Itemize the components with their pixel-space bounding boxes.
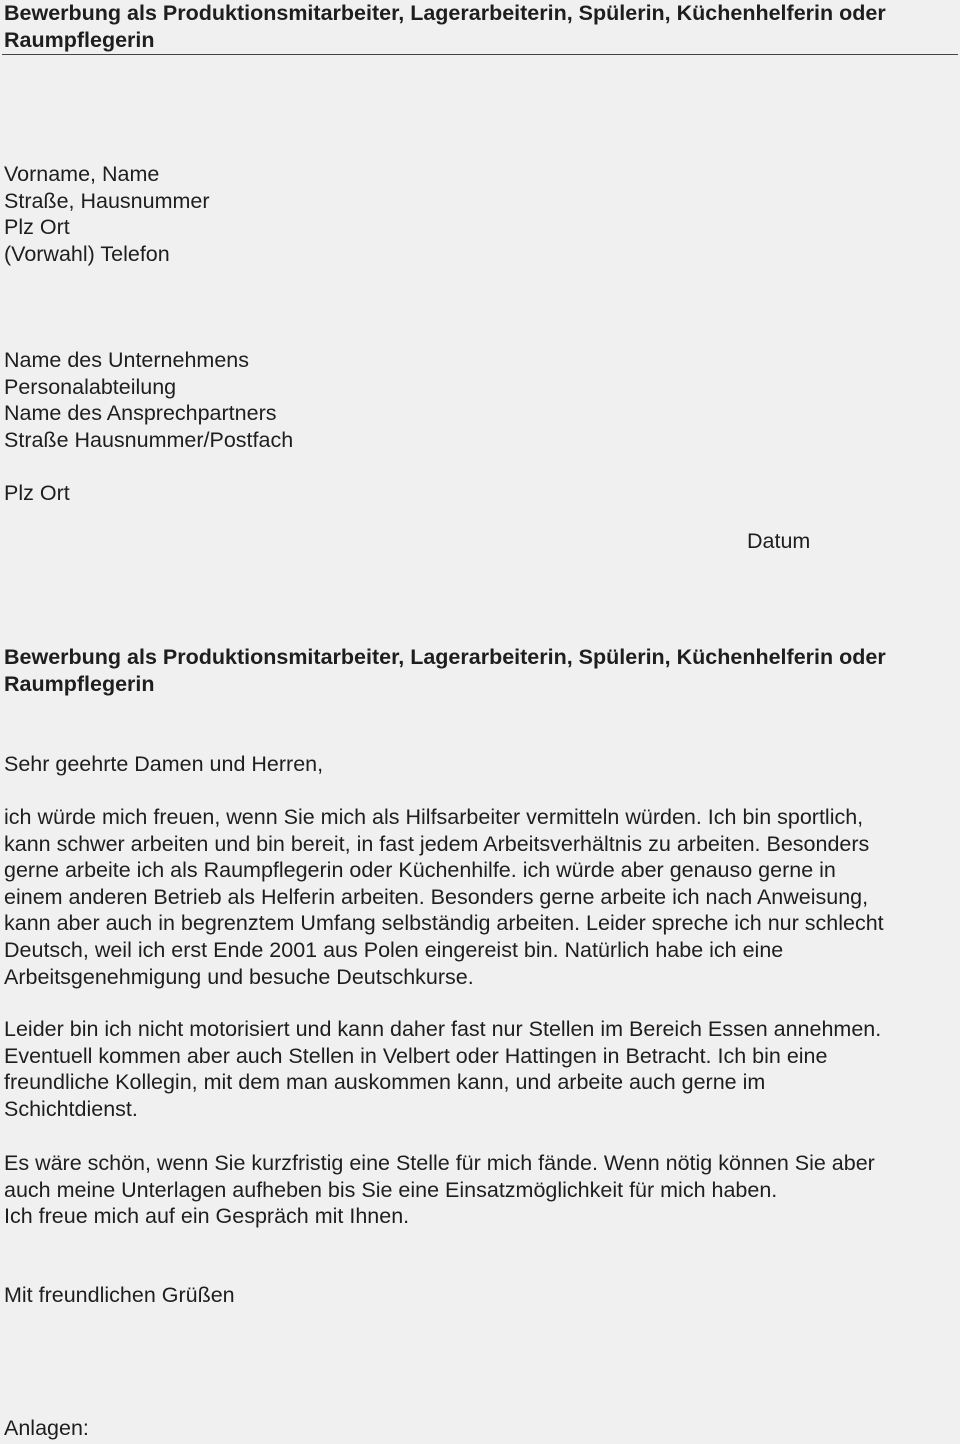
- paragraph-line: Schichtdienst.: [4, 1096, 138, 1121]
- paragraph-line: Deutsch, weil ich erst Ende 2001 aus Polen eingereist bin. Natürlich habe ich eine: [4, 937, 784, 962]
- letter-subject: [4, 644, 956, 698]
- sender-phone: (Vorwahl) Telefon: [4, 241, 170, 266]
- recipient-department: Personalabteilung: [4, 374, 177, 399]
- body-paragraph-2: [4, 1016, 956, 1122]
- paragraph-line: Eventuell kommen aber auch Stellen in Velbert oder Hattingen in Betracht. Ich bin eine: [4, 1043, 828, 1068]
- header-divider: [2, 54, 958, 55]
- paragraph-line: kann aber auch in begrenztem Umfang selbständig arbeiten. Leider spreche ich nur schlecht: [4, 911, 884, 936]
- paragraph-line: Leider bin ich nicht motorisiert und kann daher fast nur Stellen im Bereich Essen annehmen.: [4, 1017, 882, 1041]
- recipient-contact: Name des Ansprechpartners: [4, 401, 277, 426]
- paragraph-line: auch meine Unterlagen aufheben bis Sie eine Einsatzmöglichkeit für mich haben.: [4, 1177, 778, 1202]
- sender-name: Vorname, Name: [4, 162, 160, 186]
- body-paragraph-3: [4, 1150, 956, 1230]
- salutation: Sehr geehrte Damen und Herren,: [4, 752, 324, 776]
- paragraph-line: einem anderen Betrieb als Helferin arbeiten. Besonders gerne arbeite ich nach Anweisung,: [4, 884, 869, 909]
- subject-line-2: Raumpflegerin: [4, 672, 155, 696]
- recipient-address: [4, 347, 293, 453]
- paragraph-line: freundliche Kollegin, mit dem man auskommen kann, und arbeite auch gerne im: [4, 1070, 766, 1095]
- recipient-city: Plz Ort: [4, 481, 70, 505]
- closing: Mit freundlichen Grüßen: [4, 1283, 235, 1307]
- page-title-line-1: Bewerbung als Produktionsmitarbeiter, Lagerarbeiterin, Spülerin, Küchenhelferin oder: [4, 1, 886, 25]
- sender-address: [4, 161, 210, 267]
- sender-city: Plz Ort: [4, 215, 70, 240]
- paragraph-line: kann schwer arbeiten und bin bereit, in fast jedem Arbeitsverhältnis zu arbeiten. Besonders: [4, 831, 870, 856]
- enclosures-label: Anlagen:: [4, 1416, 89, 1440]
- letter-date: Datum: [747, 529, 811, 553]
- paragraph-line: Ich freue mich auf ein Gespräch mit Ihnen.: [4, 1204, 410, 1229]
- paragraph-line: gerne arbeite ich als Raumpflegerin oder Küchenhilfe. ich würde aber genauso gerne in: [4, 858, 836, 883]
- body-paragraph-1: [4, 804, 956, 990]
- page-title: [4, 0, 956, 53]
- sender-street: Straße, Hausnummer: [4, 188, 210, 213]
- subject-line-1: Bewerbung als Produktionsmitarbeiter, Lagerarbeiterin, Spülerin, Küchenhelferin oder: [4, 645, 886, 669]
- paragraph-line: Arbeitsgenehmigung und besuche Deutschkurse.: [4, 964, 474, 989]
- page-title-line-2: Raumpflegerin: [4, 27, 155, 52]
- recipient-street: Straße Hausnummer/Postfach: [4, 427, 294, 452]
- recipient-company: Name des Unternehmens: [4, 348, 249, 372]
- paragraph-line: Es wäre schön, wenn Sie kurzfristig eine Stelle für mich fände. Wenn nötig können Sie aber: [4, 1151, 875, 1175]
- paragraph-line: ich würde mich freuen, wenn Sie mich als Hilfsarbeiter vermitteln würden. Ich bin sportlich,: [4, 805, 864, 829]
